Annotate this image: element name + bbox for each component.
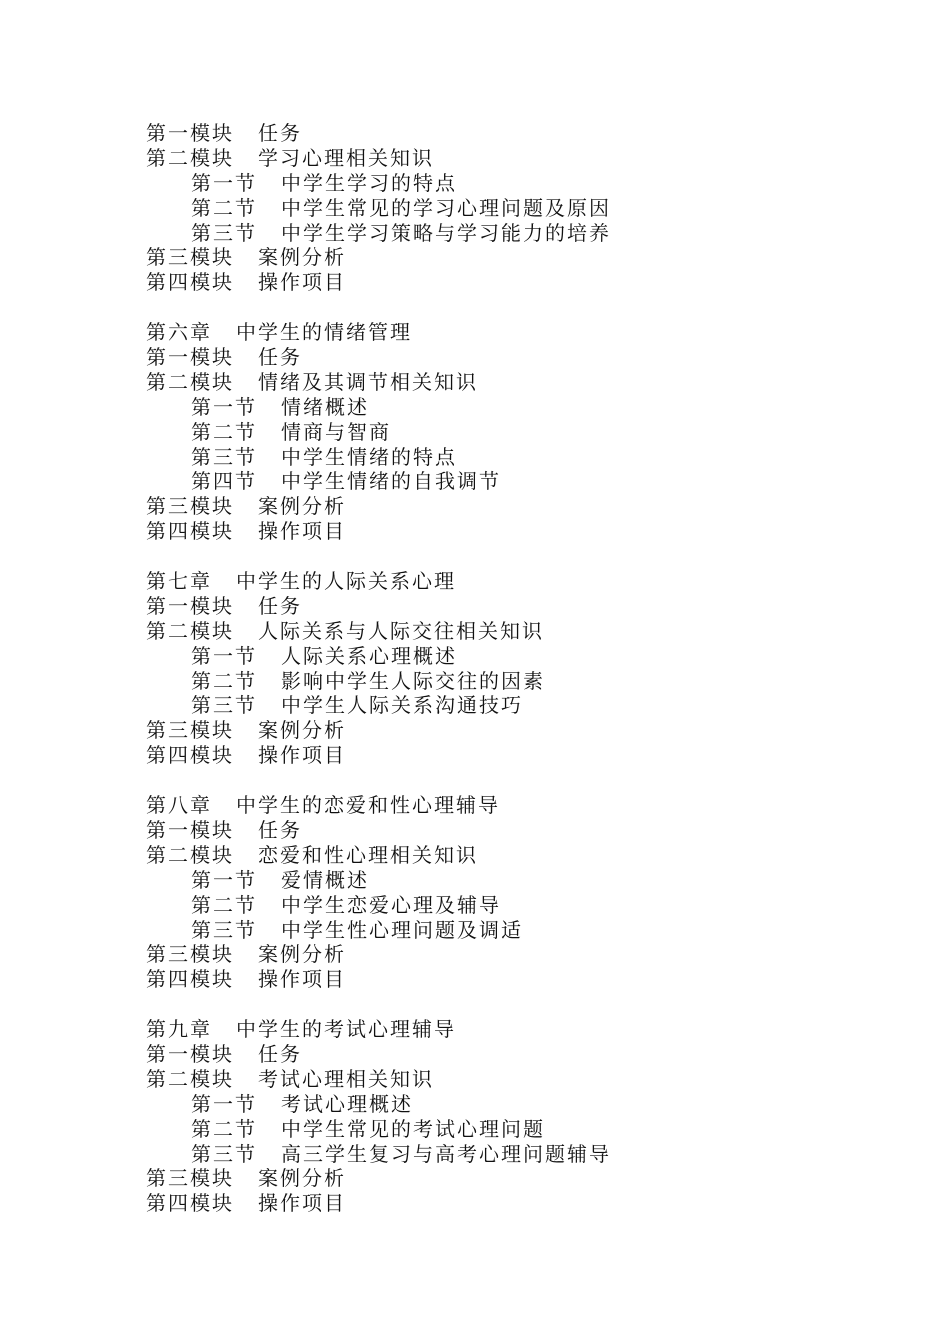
toc-module-line: [146, 743, 906, 768]
toc-section-line: [146, 644, 906, 669]
toc-chapter-title: 中学生的人际关系心理: [236, 569, 456, 594]
toc-section-number: 第四节: [191, 469, 257, 494]
toc-module-line: [146, 967, 906, 992]
toc-section-line: [146, 445, 906, 470]
toc-module-line: [146, 1042, 906, 1067]
toc-module-title: 操作项目: [258, 743, 346, 768]
toc-module-line: [146, 245, 906, 270]
toc-module-line: [146, 370, 906, 395]
toc-section-title: 情绪概述: [281, 394, 369, 419]
toc-section-title: 中学生学习的特点: [281, 170, 457, 195]
toc-module-number: 第四模块: [146, 270, 234, 295]
toc-chapter-line: [146, 320, 906, 345]
toc-section-number: 第一节: [191, 867, 257, 892]
toc-module-number: 第四模块: [146, 519, 234, 544]
toc-section-title: 爱情概述: [281, 867, 369, 892]
toc-section-number: 第一节: [191, 394, 257, 419]
toc-module-title: 学习心理相关知识: [258, 145, 434, 170]
toc-section-number: 第二节: [191, 668, 257, 693]
toc-section-title: 中学生学习策略与学习能力的培养: [281, 220, 611, 245]
toc-section-number: 第三节: [191, 1141, 257, 1166]
toc-module-number: 第三模块: [146, 245, 234, 270]
toc-section-number: 第一节: [191, 1091, 257, 1116]
toc-module-number: 第二模块: [146, 618, 234, 643]
toc-module-line: [146, 519, 906, 544]
toc-module-title: 操作项目: [258, 1191, 346, 1216]
toc-module-line: [146, 818, 906, 843]
toc-section-title: 中学生常见的考试心理问题: [281, 1116, 545, 1141]
toc-module-number: 第二模块: [146, 369, 234, 394]
toc-section-title: 中学生情绪的自我调节: [281, 469, 501, 494]
toc-module-number: 第四模块: [146, 743, 234, 768]
toc-section-title: 中学生恋爱心理及辅导: [281, 892, 501, 917]
toc-section-title: 情商与智商: [281, 419, 391, 444]
toc-section-line: [146, 918, 906, 943]
toc-chapter-number: 第七章: [146, 569, 212, 594]
toc-chapter-line: [146, 569, 906, 594]
toc-section-number: 第二节: [191, 892, 257, 917]
toc-module-number: 第三模块: [146, 494, 234, 519]
toc-module-title: 任务: [258, 121, 302, 145]
toc-section-number: 第二节: [191, 195, 257, 220]
toc-section-number: 第二节: [191, 1116, 257, 1141]
toc-module-title: 任务: [258, 345, 302, 370]
toc-section-line: [146, 196, 906, 221]
toc-module-title: 案例分析: [258, 1166, 346, 1191]
toc-module-title: 案例分析: [258, 245, 346, 270]
toc-module-title: 操作项目: [258, 270, 346, 295]
toc-chapter-line: [146, 1017, 906, 1042]
toc-section-line: [146, 1117, 906, 1142]
toc-section-line: [146, 893, 906, 918]
toc-chapter-number: 第九章: [146, 1017, 212, 1042]
toc-module-line: [146, 345, 906, 370]
toc-section-line: [146, 1092, 906, 1117]
toc-module-number: 第四模块: [146, 1191, 234, 1216]
toc-module-line: [146, 270, 906, 295]
toc-module-number: 第三模块: [146, 1166, 234, 1191]
toc-block: [146, 121, 906, 295]
toc-module-number: 第一模块: [146, 817, 234, 842]
toc-module-title: 任务: [258, 593, 302, 618]
toc-module-line: [146, 146, 906, 171]
toc-module-title: 考试心理相关知识: [258, 1066, 434, 1091]
toc-section-line: [146, 1142, 906, 1167]
toc-module-title: 案例分析: [258, 942, 346, 967]
toc-module-title: 案例分析: [258, 494, 346, 519]
toc-section-title: 人际关系心理概述: [281, 643, 457, 668]
toc-module-number: 第一模块: [146, 345, 234, 370]
toc-section-line: [146, 868, 906, 893]
toc-module-title: 操作项目: [258, 519, 346, 544]
toc-section-line: [146, 669, 906, 694]
toc-module-number: 第二模块: [146, 842, 234, 867]
toc-section-line: [146, 420, 906, 445]
toc-section-number: 第三节: [191, 693, 257, 718]
toc-module-number: 第四模块: [146, 967, 234, 992]
toc-module-title: 操作项目: [258, 967, 346, 992]
toc-section-title: 中学生常见的学习心理问题及原因: [281, 195, 611, 220]
toc-section-title: 中学生性心理问题及调适: [281, 917, 523, 942]
toc-section-number: 第一节: [191, 643, 257, 668]
toc-block: [146, 569, 906, 768]
toc-module-title: 任务: [258, 817, 302, 842]
toc-section-line: [146, 693, 906, 718]
toc-section-line: [146, 395, 906, 420]
toc-module-number: 第二模块: [146, 145, 234, 170]
toc-section-title: 中学生情绪的特点: [281, 444, 457, 469]
toc-module-title: 人际关系与人际交往相关知识: [258, 618, 544, 643]
toc-module-line: [146, 1067, 906, 1092]
toc-section-title: 中学生人际关系沟通技巧: [281, 693, 523, 718]
toc-section-title: 高三学生复习与高考心理问题辅导: [281, 1141, 611, 1166]
toc-module-line: [146, 594, 906, 619]
toc-module-number: 第一模块: [146, 593, 234, 618]
toc-section-number: 第三节: [191, 444, 257, 469]
toc-module-title: 案例分析: [258, 718, 346, 743]
toc-chapter-title: 中学生的情绪管理: [236, 320, 412, 345]
toc-module-line: [146, 942, 906, 967]
toc-module-line: [146, 494, 906, 519]
toc-module-line: [146, 619, 906, 644]
toc-module-line: [146, 843, 906, 868]
toc-section-title: 考试心理概述: [281, 1091, 413, 1116]
toc-section-title: 影响中学生人际交往的因素: [281, 668, 545, 693]
toc-module-number: 第一模块: [146, 121, 234, 145]
toc-section-line: [146, 171, 906, 196]
toc-section-line: [146, 221, 906, 246]
toc-chapter-title: 中学生的考试心理辅导: [236, 1017, 456, 1042]
toc-module-line: [146, 121, 906, 146]
toc-section-number: 第一节: [191, 170, 257, 195]
toc-module-line: [146, 718, 906, 743]
toc-module-title: 情绪及其调节相关知识: [258, 369, 478, 394]
toc-block: [146, 320, 906, 544]
toc-chapter-number: 第八章: [146, 793, 212, 818]
toc-module-number: 第一模块: [146, 1041, 234, 1066]
toc-module-line: [146, 1166, 906, 1191]
toc-module-number: 第三模块: [146, 718, 234, 743]
toc-section-number: 第三节: [191, 220, 257, 245]
toc-module-number: 第三模块: [146, 942, 234, 967]
toc-block: [146, 1017, 906, 1216]
toc-module-line: [146, 1191, 906, 1216]
table-of-contents: [146, 121, 906, 1216]
toc-module-title: 恋爱和性心理相关知识: [258, 842, 478, 867]
toc-section-number: 第二节: [191, 419, 257, 444]
toc-module-number: 第二模块: [146, 1066, 234, 1091]
toc-block: [146, 793, 906, 992]
toc-module-title: 任务: [258, 1041, 302, 1066]
toc-section-line: [146, 469, 906, 494]
toc-chapter-number: 第六章: [146, 320, 212, 345]
toc-section-number: 第三节: [191, 917, 257, 942]
toc-chapter-title: 中学生的恋爱和性心理辅导: [236, 793, 500, 818]
toc-chapter-line: [146, 793, 906, 818]
